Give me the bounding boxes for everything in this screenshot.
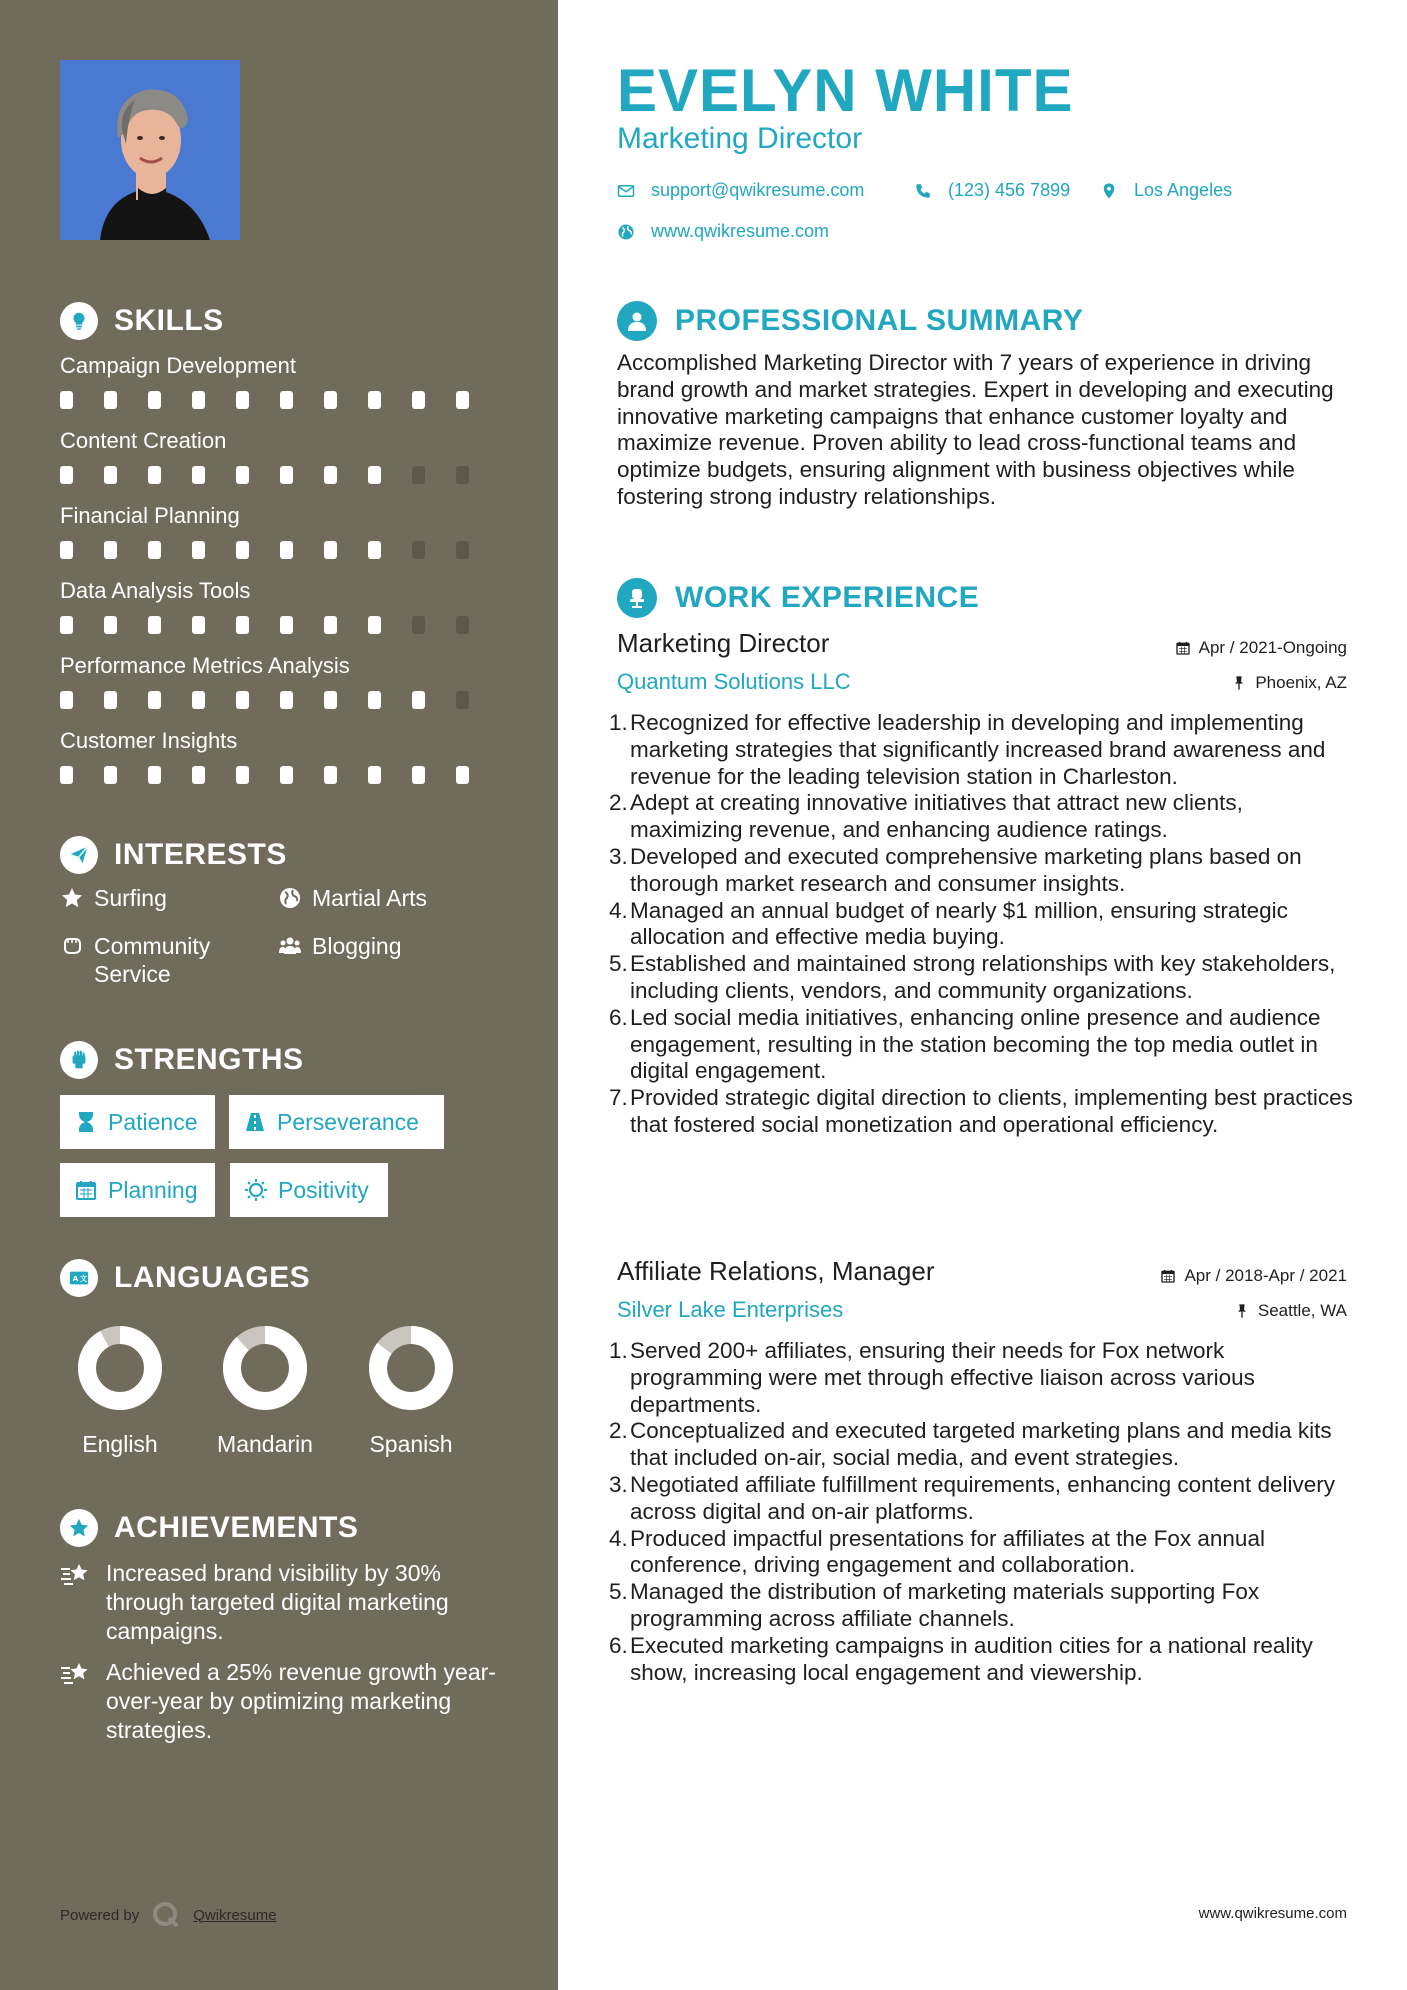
language-ring-fill — [87, 1335, 153, 1401]
interest-item — [60, 884, 167, 912]
rating-dot-filled — [236, 766, 249, 784]
language-ring-fill — [232, 1335, 298, 1401]
rating-dot-empty — [412, 541, 425, 559]
svg-text:文: 文 — [79, 1274, 88, 1284]
job-company: Silver Lake Enterprises — [617, 1297, 844, 1322]
strength-label: Perseverance — [277, 1108, 419, 1135]
interest-item — [278, 884, 427, 912]
rating-dot-filled — [280, 616, 293, 634]
rating-dot-filled — [368, 391, 381, 409]
duty-text: Managed the distribution of marketing materials supporting Fox programming across affiliate channels. — [630, 1579, 1260, 1631]
rating-dot-filled — [324, 691, 337, 709]
rating-dot-filled — [324, 541, 337, 559]
rating-dot-filled — [60, 541, 73, 559]
duty-text: Produced impactful presentations for affiliates at the Fox annual conference, driving engagement and collaboration. — [630, 1525, 1265, 1578]
powered-by-label: Powered by — [60, 1906, 140, 1924]
skills-title: SKILLS — [114, 304, 224, 337]
strengths-heading — [60, 1040, 304, 1080]
strength-badge — [230, 1163, 388, 1217]
rating-dot-filled — [60, 391, 73, 409]
rating-dot-filled — [236, 466, 249, 484]
users-icon — [278, 934, 302, 958]
duty-number: 1. — [609, 710, 628, 735]
briefcase-chair-icon — [617, 578, 657, 618]
job-location-text: Phoenix, AZ — [1255, 673, 1347, 692]
pushpin-icon — [1231, 675, 1247, 691]
job-location — [1231, 673, 1347, 693]
star-badge-icon — [60, 1509, 98, 1547]
skill-name: Financial Planning — [60, 503, 240, 528]
rating-dot-filled — [280, 466, 293, 484]
duty-item — [609, 1004, 1357, 1085]
shooting-star-icon — [60, 1561, 92, 1589]
duty-number: 6. — [609, 1632, 628, 1658]
skill-item — [60, 728, 500, 784]
duty-item — [609, 843, 1357, 898]
duty-text: Served 200+ affiliates, ensuring their needs for Fox network programming were met through effective liaison across various departments. — [630, 1338, 1255, 1417]
language-ring — [220, 1323, 310, 1413]
rating-dot-filled — [412, 766, 425, 784]
rating-dot-filled — [104, 616, 117, 634]
strength-badge — [60, 1095, 215, 1149]
language-name: Spanish — [369, 1431, 453, 1457]
rating-dot-filled — [368, 466, 381, 484]
job-duties — [609, 710, 1357, 1139]
fist-icon — [60, 1041, 98, 1079]
job-role: Marketing Director — [617, 628, 830, 658]
skill-item — [60, 653, 500, 709]
rating-dot-filled — [236, 616, 249, 634]
phone-icon — [914, 182, 932, 200]
language-item — [50, 1323, 190, 1458]
contact-location — [1100, 180, 1232, 201]
qwikresume-link[interactable]: Qwikresume — [193, 1906, 277, 1924]
language-ring — [75, 1323, 165, 1413]
skill-name: Content Creation — [60, 428, 227, 453]
duty-number: 5. — [609, 951, 628, 977]
rating-dot-filled — [60, 616, 73, 634]
rating-dot-filled — [148, 541, 161, 559]
language-name: English — [82, 1431, 158, 1457]
skill-rating — [60, 391, 500, 409]
achievement-text: Achieved a 25% revenue growth year-over-year by optimizing marketing strategies. — [106, 1659, 496, 1743]
rating-dot-filled — [324, 766, 337, 784]
skill-rating — [60, 466, 500, 484]
rating-dot-filled — [324, 616, 337, 634]
interests-heading — [60, 835, 287, 875]
skill-name: Data Analysis Tools — [60, 578, 251, 603]
rating-dot-filled — [60, 766, 73, 784]
rating-dot-filled — [324, 391, 337, 409]
job-dates-text: Apr / 2021-Ongoing — [1198, 638, 1347, 657]
languages-title: LANGUAGES — [114, 1261, 311, 1294]
language-item — [341, 1323, 481, 1458]
rating-dot-empty — [456, 691, 469, 709]
phone-text: (123) 456 7899 — [948, 180, 1071, 200]
star-icon — [60, 886, 84, 910]
strength-badge — [229, 1095, 444, 1149]
duty-item — [609, 897, 1357, 952]
rating-dot-filled — [148, 616, 161, 634]
rating-dot-filled — [280, 541, 293, 559]
profile-photo — [60, 60, 240, 240]
skill-item — [60, 578, 500, 634]
footer-url[interactable]: www.qwikresume.com — [1198, 1905, 1347, 1922]
skill-rating — [60, 616, 500, 634]
hourglass-icon — [74, 1110, 98, 1134]
rating-dot-filled — [368, 691, 381, 709]
globe-icon — [278, 886, 302, 910]
summary-title: PROFESSIONAL SUMMARY — [675, 304, 1084, 337]
summary-heading — [617, 299, 1083, 343]
duty-item — [609, 790, 1357, 844]
skill-name: Performance Metrics Analysis — [60, 653, 350, 678]
rating-dot-filled — [104, 391, 117, 409]
rating-dot-filled — [368, 766, 381, 784]
duty-text: Executed marketing campaigns in audition cities for a national reality show, increasing local engagement and viewership. — [630, 1632, 1313, 1685]
duty-number: 3. — [609, 843, 628, 869]
calendar-icon — [1175, 640, 1191, 656]
skill-rating — [60, 691, 500, 709]
duty-text: Recognized for effective leadership in developing and implementing marketing strategies that significantly increased brand awareness and revenue for the leading television station in Charleston. — [630, 710, 1326, 789]
duty-item — [609, 1525, 1357, 1580]
duty-number: 4. — [609, 1525, 628, 1551]
qwikresume-logo-icon — [151, 1900, 181, 1930]
shooting-star-icon — [60, 1660, 92, 1688]
interests-title: INTERESTS — [114, 838, 287, 871]
rating-dot-filled — [280, 391, 293, 409]
job-company: Quantum Solutions LLC — [617, 669, 851, 694]
envelope-icon — [617, 182, 635, 200]
rating-dot-filled — [104, 541, 117, 559]
rating-dot-filled — [148, 391, 161, 409]
strength-label: Planning — [108, 1176, 198, 1203]
achievement-item — [60, 1658, 520, 1745]
rating-dot-filled — [412, 391, 425, 409]
skills-heading — [60, 301, 224, 341]
interest-label: Surfing — [94, 885, 167, 911]
job-dates — [1175, 638, 1347, 658]
duty-item — [609, 1471, 1357, 1526]
languages-heading — [60, 1258, 310, 1298]
strengths-title: STRENGTHS — [114, 1043, 304, 1076]
achievements-heading — [60, 1508, 358, 1548]
calendar-icon — [1160, 1268, 1176, 1284]
job-dates — [1160, 1266, 1347, 1286]
svg-text:A: A — [72, 1274, 79, 1284]
achievement-text: Increased brand visibility by 30% through targeted digital marketing campaigns. — [106, 1560, 449, 1644]
rating-dot-filled — [236, 391, 249, 409]
achievement-item — [60, 1559, 520, 1646]
rating-dot-filled — [192, 691, 205, 709]
rating-dot-filled — [368, 541, 381, 559]
location-pin-icon — [1100, 182, 1118, 200]
duty-item — [609, 1579, 1357, 1633]
rating-dot-filled — [192, 616, 205, 634]
rating-dot-empty — [456, 616, 469, 634]
rating-dot-empty — [456, 466, 469, 484]
skill-rating — [60, 766, 500, 784]
job-location-text: Seattle, WA — [1257, 1301, 1347, 1320]
contact-website[interactable] — [617, 221, 829, 242]
language-icon — [60, 1259, 98, 1297]
rating-dot-empty — [456, 541, 469, 559]
rating-dot-filled — [236, 691, 249, 709]
duty-number: 7. — [609, 1085, 628, 1111]
contact-email[interactable] — [617, 180, 864, 201]
rating-dot-filled — [368, 616, 381, 634]
interest-label: Blogging — [312, 933, 402, 959]
duty-item — [609, 951, 1357, 1005]
website-text: www.qwikresume.com — [651, 221, 830, 241]
rating-dot-filled — [60, 466, 73, 484]
globe-icon — [617, 223, 635, 241]
interest-label: Martial Arts — [312, 885, 428, 911]
rating-dot-empty — [412, 466, 425, 484]
rating-dot-filled — [236, 541, 249, 559]
job-dates-text: Apr / 2018-Apr / 2021 — [1184, 1266, 1347, 1285]
duty-text: Provided strategic digital direction to clients, implementing best practices that fostered social monetization and operational efficiency. — [630, 1085, 1353, 1137]
interest-item — [60, 932, 260, 988]
duty-number: 2. — [609, 790, 628, 816]
skill-name: Campaign Development — [60, 353, 297, 378]
rating-dot-filled — [148, 691, 161, 709]
strength-label: Positivity — [278, 1176, 369, 1203]
duty-item — [609, 1085, 1357, 1139]
rating-dot-empty — [412, 616, 425, 634]
duty-text: Conceptualized and executed targeted marketing plans and media kits that included on-air, social media, and event strategies. — [630, 1418, 1332, 1471]
duty-number: 3. — [609, 1471, 628, 1497]
sun-icon — [244, 1178, 268, 1202]
rating-dot-filled — [148, 466, 161, 484]
duty-item — [609, 710, 1357, 790]
candidate-title: Marketing Director — [617, 122, 863, 155]
rating-dot-filled — [280, 691, 293, 709]
rating-dot-filled — [324, 466, 337, 484]
language-item — [195, 1323, 335, 1458]
rating-dot-filled — [60, 691, 73, 709]
language-ring — [366, 1323, 456, 1413]
rating-dot-filled — [104, 766, 117, 784]
rating-dot-filled — [104, 691, 117, 709]
rating-dot-filled — [280, 766, 293, 784]
sidebar — [0, 0, 558, 1990]
skill-name: Customer Insights — [60, 728, 238, 753]
duty-number: 4. — [609, 897, 628, 923]
strength-badge — [60, 1163, 215, 1217]
powered-by — [60, 1900, 277, 1930]
interest-label: Community Service — [94, 933, 211, 987]
skill-rating — [60, 541, 500, 559]
rating-dot-filled — [104, 466, 117, 484]
duty-number: 6. — [609, 1004, 628, 1030]
location-text: Los Angeles — [1134, 180, 1233, 200]
rating-dot-filled — [456, 391, 469, 409]
rating-dot-filled — [192, 466, 205, 484]
job-role: Affiliate Relations, Manager — [617, 1256, 935, 1286]
email-text: support@qwikresume.com — [651, 180, 865, 200]
experience-title: WORK EXPERIENCE — [675, 581, 980, 614]
skill-item — [60, 353, 500, 409]
contact-phone[interactable] — [914, 180, 1070, 201]
candidate-name: EVELYN WHITE — [617, 57, 1074, 124]
duty-text: Developed and executed comprehensive marketing plans based on thorough market research and consumer insights. — [630, 843, 1302, 896]
duty-text: Negotiated affiliate fulfillment requirements, enhancing content delivery across digital and on-air platforms. — [630, 1471, 1335, 1524]
skill-item — [60, 503, 500, 559]
pushpin-icon — [1234, 1303, 1250, 1319]
duty-text: Managed an annual budget of nearly $1 million, ensuring strategic allocation and effective media buying. — [630, 897, 1288, 950]
rating-dot-filled — [148, 766, 161, 784]
duty-number: 2. — [609, 1418, 628, 1444]
paper-plane-icon — [60, 836, 98, 874]
rating-dot-filled — [192, 541, 205, 559]
hand-icon — [60, 934, 84, 958]
calendar-icon — [74, 1178, 98, 1202]
lightbulb-icon — [60, 302, 98, 340]
road-icon — [243, 1110, 267, 1134]
rating-dot-filled — [192, 766, 205, 784]
experience-heading — [617, 576, 979, 620]
rating-dot-filled — [412, 691, 425, 709]
job-location — [1234, 1301, 1347, 1321]
summary-text: Accomplished Marketing Director with 7 years of experience in driving brand growth and market strategies. Expert in developing and executing innovative marketing campaigns that enhance customer loyalty and maximize revenue. Proven ability to lead cross-functional teams and optimize budgets, ensuring alignment with business objectives while fostering strong industry relationships. — [617, 350, 1334, 509]
rating-dot-filled — [456, 766, 469, 784]
duty-number: 5. — [609, 1579, 628, 1605]
strength-label: Patience — [108, 1108, 198, 1135]
duty-text: Established and maintained strong relationships with key stakeholders, including clients, vendors, and community organizations. — [630, 951, 1336, 1003]
duty-item — [609, 1632, 1357, 1687]
duty-item — [609, 1338, 1357, 1418]
duty-number: 1. — [609, 1338, 628, 1363]
interest-item — [278, 932, 402, 960]
achievements-title: ACHIEVEMENTS — [114, 1511, 359, 1544]
duty-text: Led social media initiatives, enhancing online presence and audience engagement, resulting in the station becoming the top media outlet in digital engagement. — [630, 1004, 1321, 1084]
duty-item — [609, 1418, 1357, 1472]
language-name: Mandarin — [217, 1431, 313, 1457]
user-icon — [617, 301, 657, 341]
skill-item — [60, 428, 500, 484]
rating-dot-filled — [192, 391, 205, 409]
job-duties — [609, 1338, 1357, 1686]
duty-text: Adept at creating innovative initiatives that attract new clients, maximizing revenue, and enhancing audience ratings. — [630, 790, 1243, 843]
